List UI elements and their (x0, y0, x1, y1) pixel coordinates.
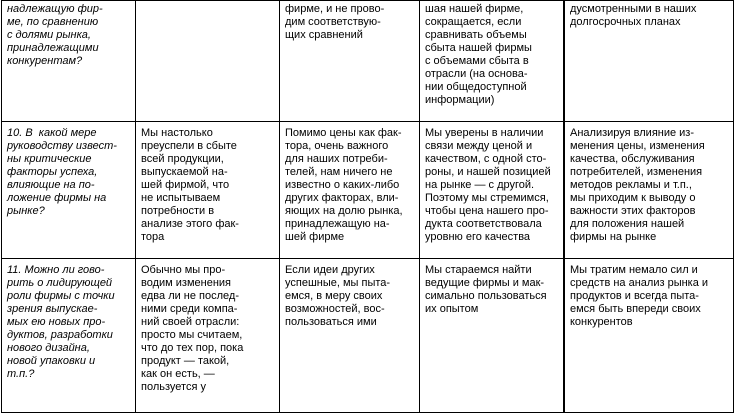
cell-line: просто мы считаем, (141, 329, 243, 341)
question-cell (2, 259, 136, 413)
cell-line: продукт — такой, (141, 355, 230, 367)
cell-line: что до тех пор, пока (141, 342, 244, 354)
assessment-table (1, 0, 734, 413)
cell-line: руководству извест- (7, 140, 117, 152)
cell-line: мых ею новых про- (7, 316, 106, 328)
cell-line: рить о лидирующей (7, 277, 113, 289)
question-cell (2, 1, 136, 122)
answer-cell-5 (565, 1, 734, 122)
cell-line: средств на анализ рынка и (570, 277, 709, 289)
cell-line: Если идеи других (285, 264, 375, 276)
cell-line: качеством, с одной сто- (425, 153, 547, 165)
table-row (2, 122, 734, 259)
cell-line: Мы стараемся найти (425, 264, 532, 276)
cell-line: Обычно мы про- (141, 264, 226, 276)
cell-line: сбыта нашей фирмы (425, 42, 532, 54)
cell-line: мы приходим к выводу о (570, 192, 696, 204)
cell-line: важности этих факторов (570, 205, 696, 217)
cell-line: шей фирме (285, 231, 345, 243)
answer-cell-2 (280, 259, 420, 413)
cell-line: с долями рынка, (7, 29, 91, 41)
cell-line: уровню его качества (425, 231, 531, 243)
cell-line: ны критические (7, 153, 92, 165)
cell-line: ний своей отрасли: (141, 316, 240, 328)
cell-line: качества, обслуживания (570, 153, 695, 165)
cell-line: Поэтому мы стремимся, (425, 192, 549, 204)
cell-line: всей продукции, (141, 153, 224, 165)
cell-line: сравнивать объемы (425, 29, 527, 41)
cell-line: Анализируя влияние из- (570, 127, 695, 139)
cell-line: емся, в меру своих (285, 290, 383, 302)
cell-line: емся быть впереди своих (570, 303, 701, 315)
cell-line: Мы настолько (141, 127, 213, 139)
cell-line: конкурентам? (7, 55, 83, 67)
cell-line: долгосрочных планах (570, 16, 681, 28)
cell-line: выпускаемой на- (141, 166, 228, 178)
cell-line: симально пользоваться (425, 290, 547, 302)
cell-line: принадлежащими (7, 42, 99, 54)
cell-line: едва ли не послед- (141, 290, 240, 302)
table-row (2, 259, 734, 413)
cell-line: для положения нашей (570, 218, 685, 230)
cell-line: фирме, и не прово- (285, 3, 385, 15)
cell-line: ме, по сравнению (7, 16, 99, 28)
cell-line: менения цены, изменения (570, 140, 705, 152)
cell-line: успешные, мы пыта- (285, 277, 391, 289)
cell-line: на рынке — с другой. (425, 179, 535, 191)
cell-line: других факторах, вли- (285, 192, 399, 204)
answer-cell-3 (420, 259, 564, 413)
cell-line: телей, нам ничего не (285, 166, 393, 178)
cell-line: отрасли (на основа- (425, 68, 528, 80)
cell-line: рынке? (7, 205, 45, 217)
answer-cell-2 (280, 122, 420, 259)
cell-line: зрения выпускае- (7, 303, 98, 315)
cell-line: водим изменения (141, 277, 232, 289)
cell-line: Мы уверены в наличии (425, 127, 544, 139)
answer-cell-1 (136, 1, 280, 122)
cell-line: с объемами сбыта в (425, 55, 529, 67)
cell-line: 10. В какой мере (7, 127, 97, 139)
cell-line: возможностей, вос- (285, 303, 385, 315)
cell-line: дукта соответствовала (425, 218, 542, 230)
cell-line: чтобы цена нашего про- (425, 205, 549, 217)
cell-line: нового дизайна, (7, 342, 90, 354)
cell-line: дусмотренными в наших (570, 3, 697, 15)
cell-line: влияющие на по- (7, 179, 95, 191)
question-cell (2, 122, 136, 259)
cell-line: анализе этого фак- (141, 218, 239, 230)
cell-line: шая нашей фирме, (425, 3, 524, 15)
cell-line: нии общедоступной (425, 81, 527, 93)
answer-cell-3 (420, 122, 564, 259)
cell-line: надлежащую фир- (7, 3, 103, 15)
cell-line: 11. Можно ли гово- (7, 264, 105, 276)
cell-line: фирмы на рынке (570, 231, 657, 243)
table-row (2, 1, 734, 122)
cell-line: сокращается, если (425, 16, 522, 28)
cell-line: не испытываем (141, 192, 221, 204)
cell-line: потребности в (141, 205, 215, 217)
answer-cell-3 (420, 1, 564, 122)
cell-line: для наших потреби- (285, 153, 388, 165)
answer-cell-1 (136, 259, 280, 413)
cell-line: продуктов и всегда пыта- (570, 290, 699, 302)
cell-line: шей фирмой, что (141, 179, 230, 191)
answer-cell-1 (136, 122, 280, 259)
cell-line: новой упаковки и (7, 355, 96, 367)
cell-line: ложение фирмы на (7, 192, 107, 204)
answer-cell-5 (565, 259, 734, 413)
cell-line: роли фирмы с точки (7, 290, 115, 302)
cell-line: ведущие фирмы и мак- (425, 277, 545, 289)
cell-line: щих сравнений (285, 29, 363, 41)
cell-line: факторы успеха, (7, 166, 98, 178)
cell-line: тора (141, 231, 165, 243)
cell-line: тора, очень важного (285, 140, 389, 152)
cell-line: дуктов, разработки (7, 329, 113, 341)
cell-line: ними среди компа- (141, 303, 238, 315)
cell-line: потребителей, изменения (570, 166, 703, 178)
cell-line: их опытом (425, 303, 479, 315)
cell-line: связи между ценой и (425, 140, 533, 152)
cell-line: роны, и нашей позицией (425, 166, 551, 178)
answer-cell-2 (280, 1, 420, 122)
cell-line: преуспели в сбыте (141, 140, 237, 152)
cell-line: методов рекламы и т.п., (570, 179, 692, 191)
cell-line: т.п.? (7, 368, 35, 380)
answer-cell-5 (565, 122, 734, 259)
cell-line: Мы тратим немало сил и (570, 264, 698, 276)
cell-line: принадлежащую на- (285, 218, 390, 230)
cell-line: конкурентов (570, 316, 633, 328)
cell-line: дим соответствую- (285, 16, 381, 28)
cell-line: яющих на долю рынка, (285, 205, 403, 217)
cell-line: информации) (425, 94, 495, 106)
cell-line: как он есть, — (141, 368, 215, 380)
cell-line: пользоваться ими (285, 316, 377, 328)
cell-line: пользуется у (141, 381, 206, 393)
cell-line: известно о каких-либо (285, 179, 400, 191)
cell-line: Помимо цены как фак- (285, 127, 402, 139)
